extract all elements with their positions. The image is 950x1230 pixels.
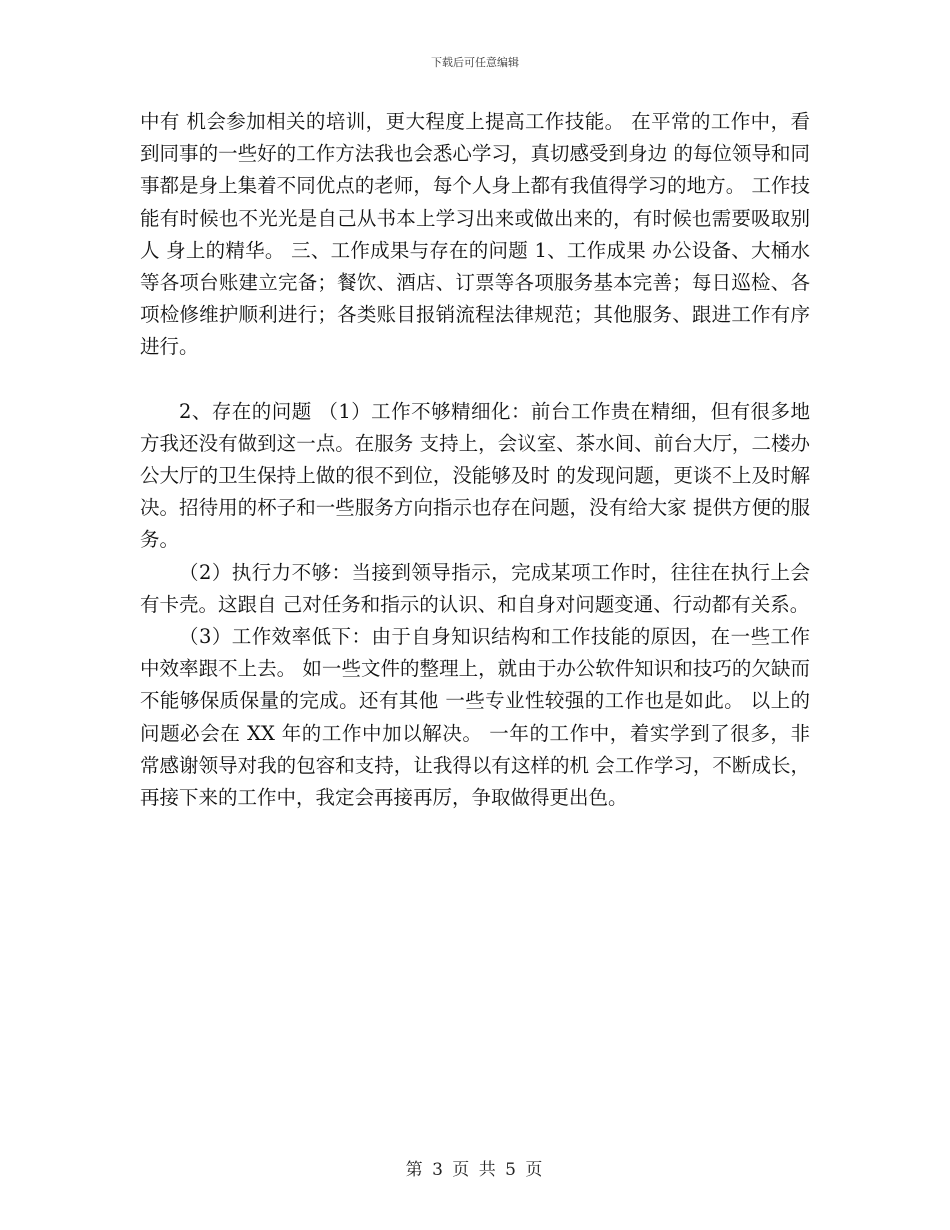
header-note: 下载后可任意编辑 bbox=[431, 56, 519, 69]
paragraph-efficiency: （3）工作效率低下：由于自身知识结构和工作技能的原因，在一些工作中效率跟不上去。 如一些文件的整理上，就由于办公软件知识和技巧的欠缺而不能够保质保量的完成。还有其他 一些专业性较强的工作也是如此。 以上的问题必会在 XX 年的工作中加以解决。 一年的工作中，着实学到了很多，非常感谢领导对我的包容和支持，让我得以有这样的机 会工作学习，不断成长，再接下来的工作中，我定会再接再厉，争取做得更出色。 bbox=[140, 625, 810, 810]
paragraph-execution: （2）执行力不够：当接到领导指示，完成某项工作时，往往在执行上会有卡壳。这跟自 己对任务和指示的认识、和自身对问题变通、行动都有关系。 bbox=[140, 560, 810, 616]
page-number: 第 3 页 共 5 页 bbox=[405, 1160, 545, 1180]
paragraph-existing-problems: 2、存在的问题 （1）工作不够精细化：前台工作贵在精细，但有很多地方我还没有做到这一点。在服务 支持上，会议室、茶水间、前台大厅，二楼办公大厅的卫生保持上做的很不到位，没能够及时 的发现问题，更谈不上及时解决。招待用的杯子和一些服务方向指示也存在问题，没有给大家 提供方便的服务。 bbox=[140, 399, 810, 552]
document-body bbox=[140, 106, 810, 814]
paragraph-work-skills: 中有 机会参加相关的培训，更大程度上提高工作技能。 在平常的工作中，看到同事的一些好的工作方法我也会悉心学习，真切感受到身边 的每位领导和同事都是身上集着不同优点的老师，每个人身上都有我值得学习的地方。 工作技能有时候也不光光是自己从书本上学习出来或做出来的，有时候也需要吸取别人 身上的精华。 三、工作成果与存在的问题 1、工作成果 办公设备、大桶水等各项台账建立完备；餐饮、酒店、订票等各项服务基本完善；每日巡检、各项检修维护顺利进行；各类账目报销流程法律规范；其他服务、跟进工作有序进行。 bbox=[140, 110, 810, 359]
